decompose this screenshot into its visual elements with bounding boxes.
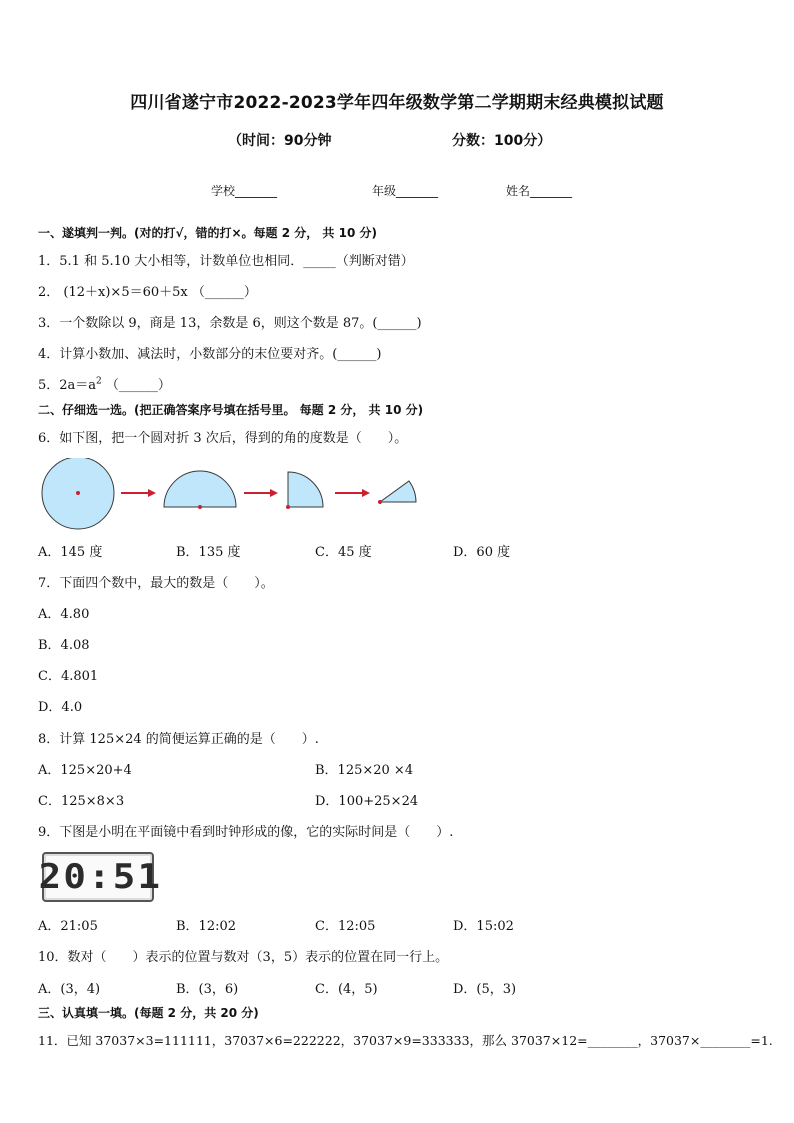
eighth-circle bbox=[380, 481, 416, 502]
question-3: 3．一个数除以 9，商是 13，余数是 6，则这个数是 87。(______) bbox=[38, 316, 422, 331]
clock-digits: 20:51 bbox=[38, 857, 163, 897]
q9-option-c[interactable]: C．12:05 bbox=[315, 919, 376, 934]
q9-option-a[interactable]: A．21:05 bbox=[38, 919, 98, 934]
q6-option-c[interactable]: C．45 度 bbox=[315, 545, 372, 560]
question-5 bbox=[38, 374, 171, 393]
q8-option-d[interactable]: D．100+25×24 bbox=[315, 794, 419, 809]
q6-option-d[interactable]: D．60 度 bbox=[453, 545, 511, 560]
q10-option-b[interactable]: B．(3，6) bbox=[176, 982, 239, 997]
q10-option-d[interactable]: D．(5，3) bbox=[453, 982, 517, 997]
q7-option-b[interactable]: B．4.08 bbox=[38, 638, 90, 653]
quarter-circle bbox=[288, 472, 323, 507]
question-7: 7．下面四个数中，最大的数是（ ）。 bbox=[38, 576, 274, 591]
arrow-2-head bbox=[270, 489, 278, 497]
arrow-1-head bbox=[148, 489, 156, 497]
half-circle bbox=[164, 471, 236, 507]
center-dot-2 bbox=[198, 505, 202, 509]
q8-option-c[interactable]: C．125×8×3 bbox=[38, 794, 125, 809]
q8-option-a[interactable]: A．125×20+4 bbox=[38, 763, 132, 778]
question-5-blank: （______） bbox=[101, 378, 171, 393]
q7-option-d[interactable]: D．4.0 bbox=[38, 700, 83, 715]
question-1: 1．5.1 和 5.10 大小相等，计数单位也相同．_____（判断对错） bbox=[38, 254, 414, 269]
q10-option-c[interactable]: C．(4，5) bbox=[315, 982, 378, 997]
question-10: 10．数对（ ）表示的位置与数对（3，5）表示的位置在同一行上。 bbox=[38, 950, 449, 965]
grade-field[interactable]: 年级_______ bbox=[372, 184, 439, 198]
digital-clock-image bbox=[38, 852, 163, 902]
section-3-heading: 三、认真填一填。(每题 2 分，共 20 分) bbox=[38, 1006, 259, 1020]
q10-option-a[interactable]: A．(3，4) bbox=[38, 982, 101, 997]
center-dot-1 bbox=[76, 491, 80, 495]
question-6: 6．如下图，把一个圆对折 3 次后，得到的角的度数是（ ）。 bbox=[38, 431, 408, 446]
q6-option-a[interactable]: A．145 度 bbox=[38, 545, 103, 560]
q9-option-b[interactable]: B．12:02 bbox=[176, 919, 237, 934]
center-dot-3 bbox=[286, 505, 290, 509]
question-5-text: 5．2a＝a bbox=[38, 378, 97, 393]
question-9: 9．下图是小明在平面镜中看到时钟形成的像，它的实际时间是（ ）. bbox=[38, 825, 454, 840]
question-4: 4．计算小数加、减法时，小数部分的末位要对齐。(______) bbox=[38, 347, 382, 362]
question-11: 11．已知 37037×3=111111，37037×6=222222，37037×9=333333，那么 37037×12=________，37037×________=1. bbox=[38, 1033, 773, 1048]
circle-folding-figure bbox=[38, 458, 438, 533]
question-5-exponent: 2 bbox=[96, 376, 102, 387]
question-2: 2． (12＋x)×5＝60＋5x （______） bbox=[38, 285, 257, 300]
exam-time: （时间：90分钟 bbox=[228, 133, 332, 149]
school-field[interactable]: 学校_______ bbox=[211, 184, 278, 198]
q7-option-a[interactable]: A．4.80 bbox=[38, 607, 90, 622]
page-title: 四川省遂宁市2022-2023学年四年级数学第二学期期末经典模拟试题 bbox=[130, 93, 664, 113]
q8-option-b[interactable]: B．125×20 ×4 bbox=[315, 763, 414, 778]
exam-score: 分数：100分） bbox=[452, 133, 552, 149]
name-field[interactable]: 姓名_______ bbox=[506, 184, 573, 198]
center-dot-4 bbox=[378, 500, 382, 504]
q9-option-d[interactable]: D．15:02 bbox=[453, 919, 514, 934]
q6-option-b[interactable]: B．135 度 bbox=[176, 545, 241, 560]
section-1-heading: 一、遂填判一判。(对的打√，错的打×。每题 2 分， 共 10 分) bbox=[38, 226, 377, 240]
question-8: 8．计算 125×24 的简便运算正确的是（ ）. bbox=[38, 732, 319, 747]
section-2-heading: 二、仔细选一选。(把正确答案序号填在括号里。 每题 2 分， 共 10 分) bbox=[38, 403, 424, 417]
q7-option-c[interactable]: C．4.801 bbox=[38, 669, 99, 684]
arrow-3-head bbox=[362, 489, 370, 497]
